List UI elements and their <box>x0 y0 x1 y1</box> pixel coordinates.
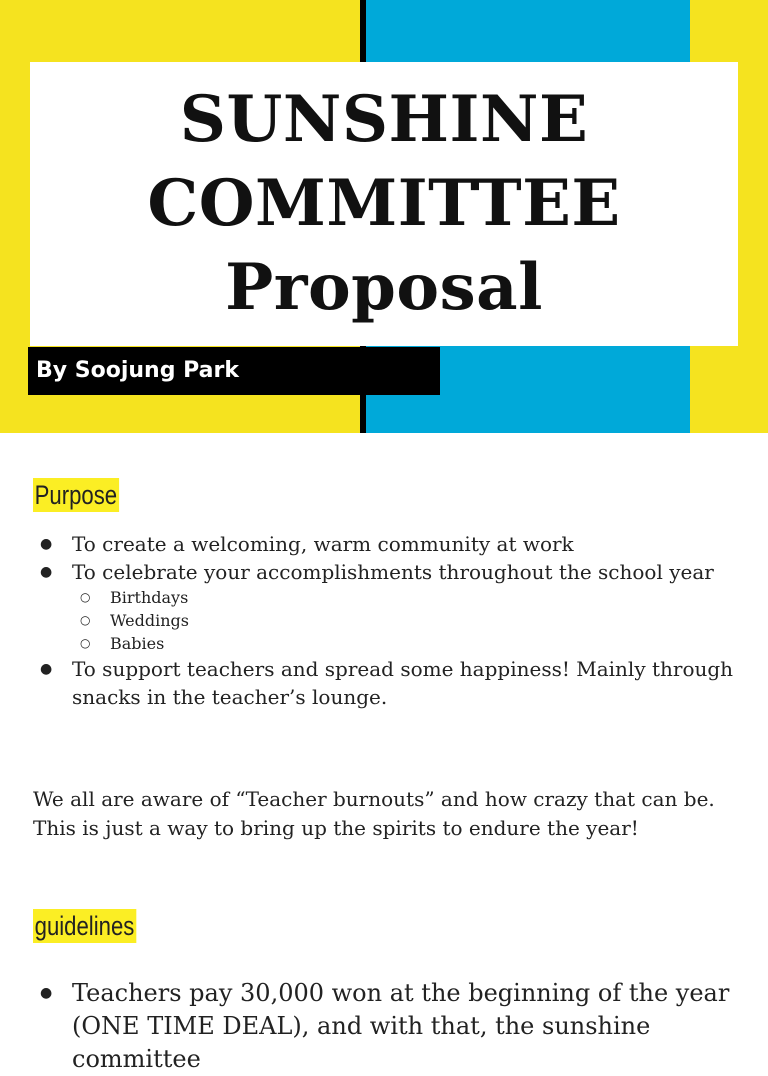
bullet-icon: ● <box>40 661 53 677</box>
sub-list-item-text: Birthdays <box>110 588 189 607</box>
title-line-3: Proposal <box>225 250 543 325</box>
title-banner <box>0 0 768 433</box>
burnout-paragraph: We all are aware of “Teacher burnouts” and how crazy that can be. This is just a way to bring up the spirits to endure the year! <box>33 787 715 840</box>
sub-list-item-text: Babies <box>110 634 165 653</box>
list-item <box>0 655 768 711</box>
sub-list-item-text: Weddings <box>110 611 189 630</box>
bullet-icon: ● <box>40 536 53 552</box>
guidelines-list <box>0 977 768 1076</box>
title-line-1: SUNSHINE <box>179 82 589 157</box>
sub-list-item <box>0 586 768 609</box>
bullet-icon: ● <box>40 564 53 580</box>
purpose-list <box>0 530 768 711</box>
list-item <box>0 530 768 558</box>
guidelines-heading: guidelines <box>34 911 135 941</box>
list-item-text: To celebrate your accomplishments throughout the school year <box>72 560 714 584</box>
title-card <box>30 62 738 346</box>
hollow-bullet-icon: ○ <box>80 636 91 650</box>
purpose-heading: Purpose <box>34 480 118 510</box>
list-item-text: Teachers pay 30,000 won at the beginning of the year (ONE TIME DEAL), and with that, the sunshine committee <box>72 979 730 1073</box>
hollow-bullet-icon: ○ <box>80 590 91 604</box>
bullet-icon: ● <box>40 985 53 1001</box>
title-line-2: COMMITTEE <box>147 166 621 241</box>
list-item-text: To support teachers and spread some happiness! Mainly through snacks in the teacher’s lounge. <box>72 657 734 709</box>
list-item-text: To create a welcoming, warm community at work <box>72 532 574 556</box>
sub-list-item <box>0 609 768 632</box>
list-item <box>0 558 768 586</box>
sub-list-item <box>0 632 768 655</box>
hollow-bullet-icon: ○ <box>80 613 91 627</box>
author-byline: By Soojung Park <box>28 347 440 395</box>
list-item <box>0 977 768 1076</box>
